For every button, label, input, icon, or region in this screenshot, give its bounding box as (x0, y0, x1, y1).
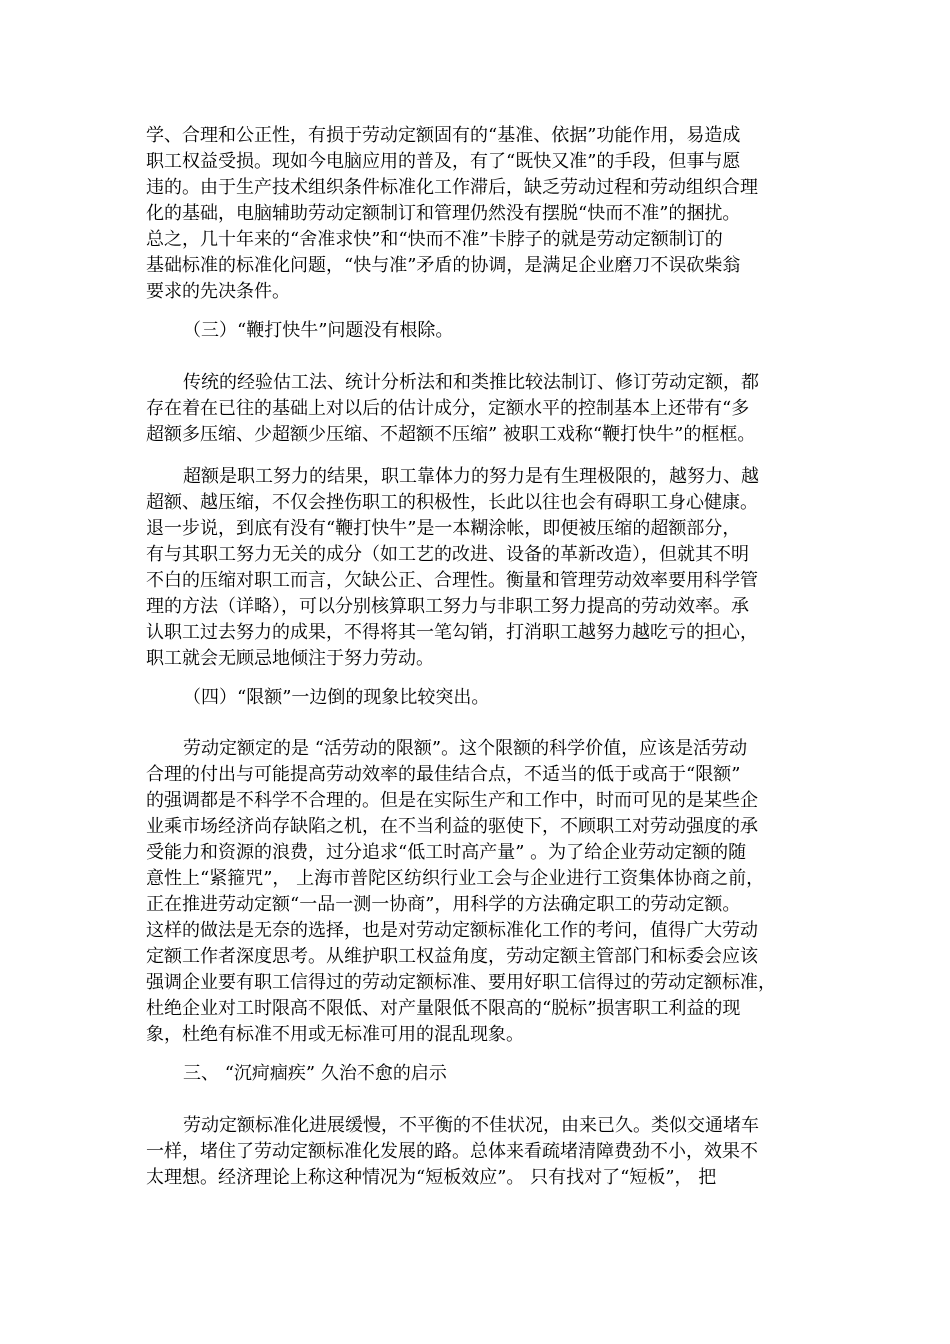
text-line: 正在推进劳动定额“一品一测一协商”，用科学的方法确定职工的劳动定额。 (146, 894, 741, 915)
section-heading: （三）“鞭打快牛”问题没有根除。 (183, 320, 454, 341)
text-line: 总之，几十年来的“舍准求快”和“快而不准”卡脖子的就是劳动定额制订的 (146, 229, 723, 250)
text-line: 象，杜绝有标准不用或无标准可用的混乱现象。 (146, 1024, 524, 1045)
text-line: 化的基础，电脑辅助劳动定额制订和管理仍然没有摆脱“快而不准”的捆扰。 (146, 203, 741, 224)
text-line: 强调企业要有职工信得过的劳动定额标准、要用好职工信得过的劳动定额标准， (146, 972, 776, 993)
text-line: 传统的经验估工法、统计分析法和和类推比较法制订、修订劳动定额，都 (183, 372, 759, 393)
text-line: 一样，堵住了劳动定额标准化发展的路。总体来看疏堵清障费劲不小，效果不 (146, 1141, 758, 1162)
text-line: 理的方法（详略），可以分别核算职工努力与非职工努力提高的劳动效率。承 (146, 596, 749, 617)
text-line: 学、合理和公正性，有损于劳动定额固有的“基准、依据”功能作用，易造成 (146, 125, 741, 146)
text-line: 存在着在已往的基础上对以后的估计成分，定额水平的控制基本上还带有“多 (146, 398, 750, 419)
text-line: 合理的付出与可能提高劳动效率的最佳结合点，不适当的低于或高于“限额” (146, 764, 741, 785)
text-line: 杜绝企业对工时限高不限低、对产量限低不限高的“脱标”损害职工利益的现 (146, 998, 741, 1019)
text-line: 职工权益受损。现如今电脑应用的普及，有了“既快又准”的手段，但事与愿 (146, 151, 741, 172)
text-line: 业乘市场经济尚存缺陷之机，在不当利益的驱使下，不顾职工对劳动强度的承 (146, 816, 758, 837)
text-line: 有与其职工努力无关的成分（如工艺的改进、设备的革新改造），但就其不明 (146, 544, 749, 565)
text-line: 这样的做法是无奈的选择，也是对劳动定额标准化工作的考问，值得广大劳动 (146, 920, 758, 941)
text-line: 劳动定额标准化进展缓慢，不平衡的不佳状况，由来已久。类似交通堵车 (183, 1115, 759, 1136)
text-line: 不白的压缩对职工而言，欠缺公正、合理性。衡量和管理劳动效率要用科学管 (146, 570, 758, 591)
text-line: 违的。由于生产技术组织条件标准化工作滞后，缺乏劳动过程和劳动组织合理 (146, 177, 758, 198)
text-line: 超额是职工努力的结果，职工靠体力的努力是有生理极限的，越努力、越 (183, 466, 759, 487)
text-line: 认职工过去努力的成果，不得将其一笔勾销，打消职工越努力越吃亏的担心， (146, 622, 758, 643)
text-line: 意性上“紧箍咒”， 上海市普陀区纺织行业工会与企业进行工资集体协商之前， (146, 868, 765, 889)
text-line: 定额工作者深度思考。从维护职工权益角度，劳动定额主管部门和标委会应该 (146, 946, 758, 967)
text-line: 超额多压缩、少超额少压缩、不超额不压缩” 被职工戏称“鞭打快牛”的框框。 (146, 424, 756, 445)
text-line: 的强调都是不科学不合理的。但是在实际生产和工作中，时而可见的是某些企 (146, 790, 758, 811)
text-line: 受能力和资源的浪费，过分追求“低工时高产量” 。为了给企业劳动定额的随 (146, 842, 747, 863)
text-line: 太理想。经济理论上称这种情况为“短板效应”。 只有找对了“短板”， 把 (146, 1167, 717, 1188)
text-line: 要求的先决条件。 (146, 281, 290, 302)
section-heading: （四）“限额”一边倒的现象比较突出。 (183, 687, 490, 708)
text-line: 劳动定额定的是 “活劳动的限额”。这个限额的科学价值，应该是活劳动 (183, 738, 748, 759)
text-line: 基础标准的标准化问题，“快与准”矛盾的协调，是满足企业磨刀不误砍柴翁 (146, 255, 741, 276)
section-heading: 三、 “沉疴痼疾” 久治不愈的启示 (183, 1063, 447, 1084)
text-line: 退一步说，到底有没有“鞭打快牛”是一本糊涂帐，即便被压缩的超额部分， (146, 518, 741, 539)
text-line: 超额、越压缩，不仅会挫伤职工的积极性，长此以往也会有碍职工身心健康。 (146, 492, 758, 513)
text-line: 职工就会无顾忌地倾注于努力劳动。 (146, 648, 434, 669)
